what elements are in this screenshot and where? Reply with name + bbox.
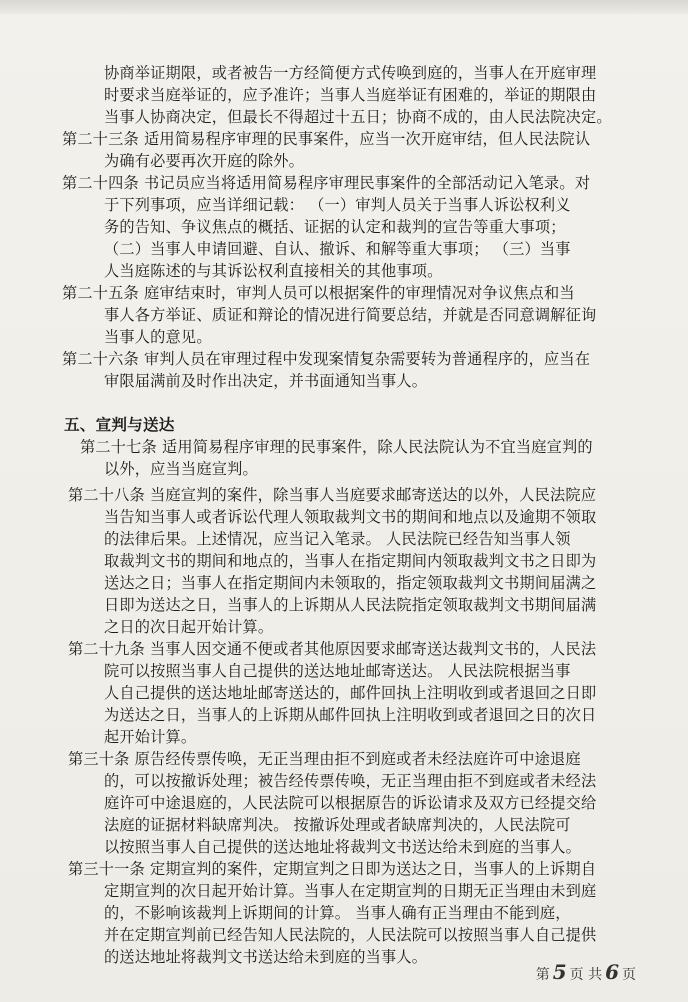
text-line: （二）当事人申请回避、自认、撤诉、和解等重大事项； （三）当事: [104, 240, 571, 258]
text-line: 法庭的证据材料缺席判决。 按撤诉处理或者缺席判决的，人民法院可: [104, 816, 571, 834]
text-line: 协商举证期限，或者被告一方经简便方式传唤到庭的，当事人在开庭审理: [104, 64, 597, 82]
text-line: 当告知当事人或者诉讼代理人领取裁判文书的期间和地点以及逾期不领取: [104, 508, 597, 526]
text-line: 定期宣判的次日起开始计算。当事人在定期宣判的日期无正当理由未到庭: [104, 882, 597, 900]
text-line: 庭许可中途退庭的，人民法院可以根据原告的诉讼请求及双方已经提交给: [104, 794, 597, 812]
page-suffix: 页: [622, 967, 636, 983]
text-line: 为送达之日，当事人的上诉期从邮件回执上注明收到或者退回之日的次日: [104, 706, 597, 724]
article-26: 第二十六条 审判人员在审理过程中发现案情复杂需要转为普通程序的，应当在: [62, 350, 591, 368]
page-mid: 页 共: [569, 967, 603, 983]
text-line: 起开始计算。: [104, 728, 197, 746]
text-line: 送达之日；当事人在指定期间内未领取的，指定领取裁判文书期间届满之: [104, 574, 597, 592]
scan-edge: [0, 0, 688, 14]
article-29: 第二十九条 当事人因交通不便或者其他原因要求邮寄送达裁判文书的，人民法: [68, 640, 597, 658]
text-line: 并在定期宣判前已经告知人民法院的，人民法院可以按照当事人自己提供: [104, 926, 597, 944]
text-line: 院可以按照当事人自己提供的送达地址邮寄送达。 人民法院根据当事: [104, 662, 571, 680]
text-line: 的，不影响该裁判上诉期间的计算。 当事人确有正当理由不能到庭，: [104, 904, 571, 922]
page-prefix: 第: [535, 967, 550, 983]
text-line: 当事人协商决定，但最长不得超过十五日；协商不成的，由人民法院决定。: [104, 108, 612, 126]
article-25: 第二十五条 庭审结束时，审判人员可以根据案件的审理情况对争议焦点和当: [62, 284, 575, 302]
text-line: 于下列事项，应当详细记载： （一）审判人员关于当事人诉讼权利义: [104, 196, 571, 214]
text-line: 的送达地址将裁判文书送达给未到庭的当事人。: [104, 948, 428, 966]
current-page: 5: [552, 960, 567, 984]
text-line: 事人各方举证、质证和辩论的情况进行简要总结，并就是否同意调解征询: [104, 306, 597, 324]
text-line: 务的告知、争议焦点的概括、证据的认定和裁判的宣告等重大事项；: [104, 218, 566, 236]
text-line: 时要求当庭举证的，应予准许；当事人当庭举证有困难的，举证的期限由: [104, 86, 597, 104]
text-line: 取裁判文书的期间和地点的，当事人在指定期间内领取裁判文书之日即为: [104, 552, 597, 570]
text-line: 人自己提供的送达地址邮寄送达的，邮件回执上注明收到或者退回之日即: [104, 684, 597, 702]
text-line: 的法律后果。上述情况，应当记入笔录。 人民法院已经告知当事人领: [104, 530, 571, 548]
article-23: 第二十三条 适用简易程序审理的民事案件，应当一次开庭审结，但人民法院认: [62, 130, 591, 148]
text-line: 以按照当事人自己提供的送达地址将裁判文书送达给未到庭的当事人。: [104, 838, 582, 856]
article-28: 第二十八条 当庭宣判的案件，除当事人当庭要求邮寄送达的以外，人民法院应: [68, 486, 597, 504]
article-24: 第二十四条 书记员应当将适用简易程序审理民事案件的全部活动记入笔录。对: [62, 174, 591, 192]
text-line: 日即为送达之日，当事人的上诉期从人民法院指定领取裁判文书期间届满: [104, 596, 597, 614]
text-line: 为确有必要再次开庭的除外。: [104, 152, 305, 170]
text-line: 审限届满前及时作出决定，并书面通知当事人。: [104, 372, 428, 390]
page-number: [536, 960, 636, 984]
text-line: 人当庭陈述的与其诉讼权利直接相关的其他事项。: [104, 262, 443, 280]
text-line: 当事人的意见。: [104, 328, 212, 346]
total-pages: 6: [605, 960, 619, 984]
article-31: 第三十一条 定期宣判的案件，定期宣判之日即为送达之日，当事人的上诉期自: [68, 860, 597, 878]
text-line: 的，可以按撤诉处理；被告经传票传唤，无正当理由拒不到庭或者未经法: [104, 772, 597, 790]
text-line: 以外，应当当庭宣判。: [104, 460, 258, 478]
section-heading: 五、宣判与送达: [64, 415, 175, 434]
article-30: 第三十条 原告经传票传唤，无正当理由拒不到庭或者未经法庭许可中途退庭: [68, 750, 581, 768]
text-line: 之日的次日起开始计算。: [104, 618, 274, 636]
article-27: 第二十七条 适用简易程序审理的民事案件，除人民法院认为不宜当庭宣判的: [80, 438, 593, 456]
